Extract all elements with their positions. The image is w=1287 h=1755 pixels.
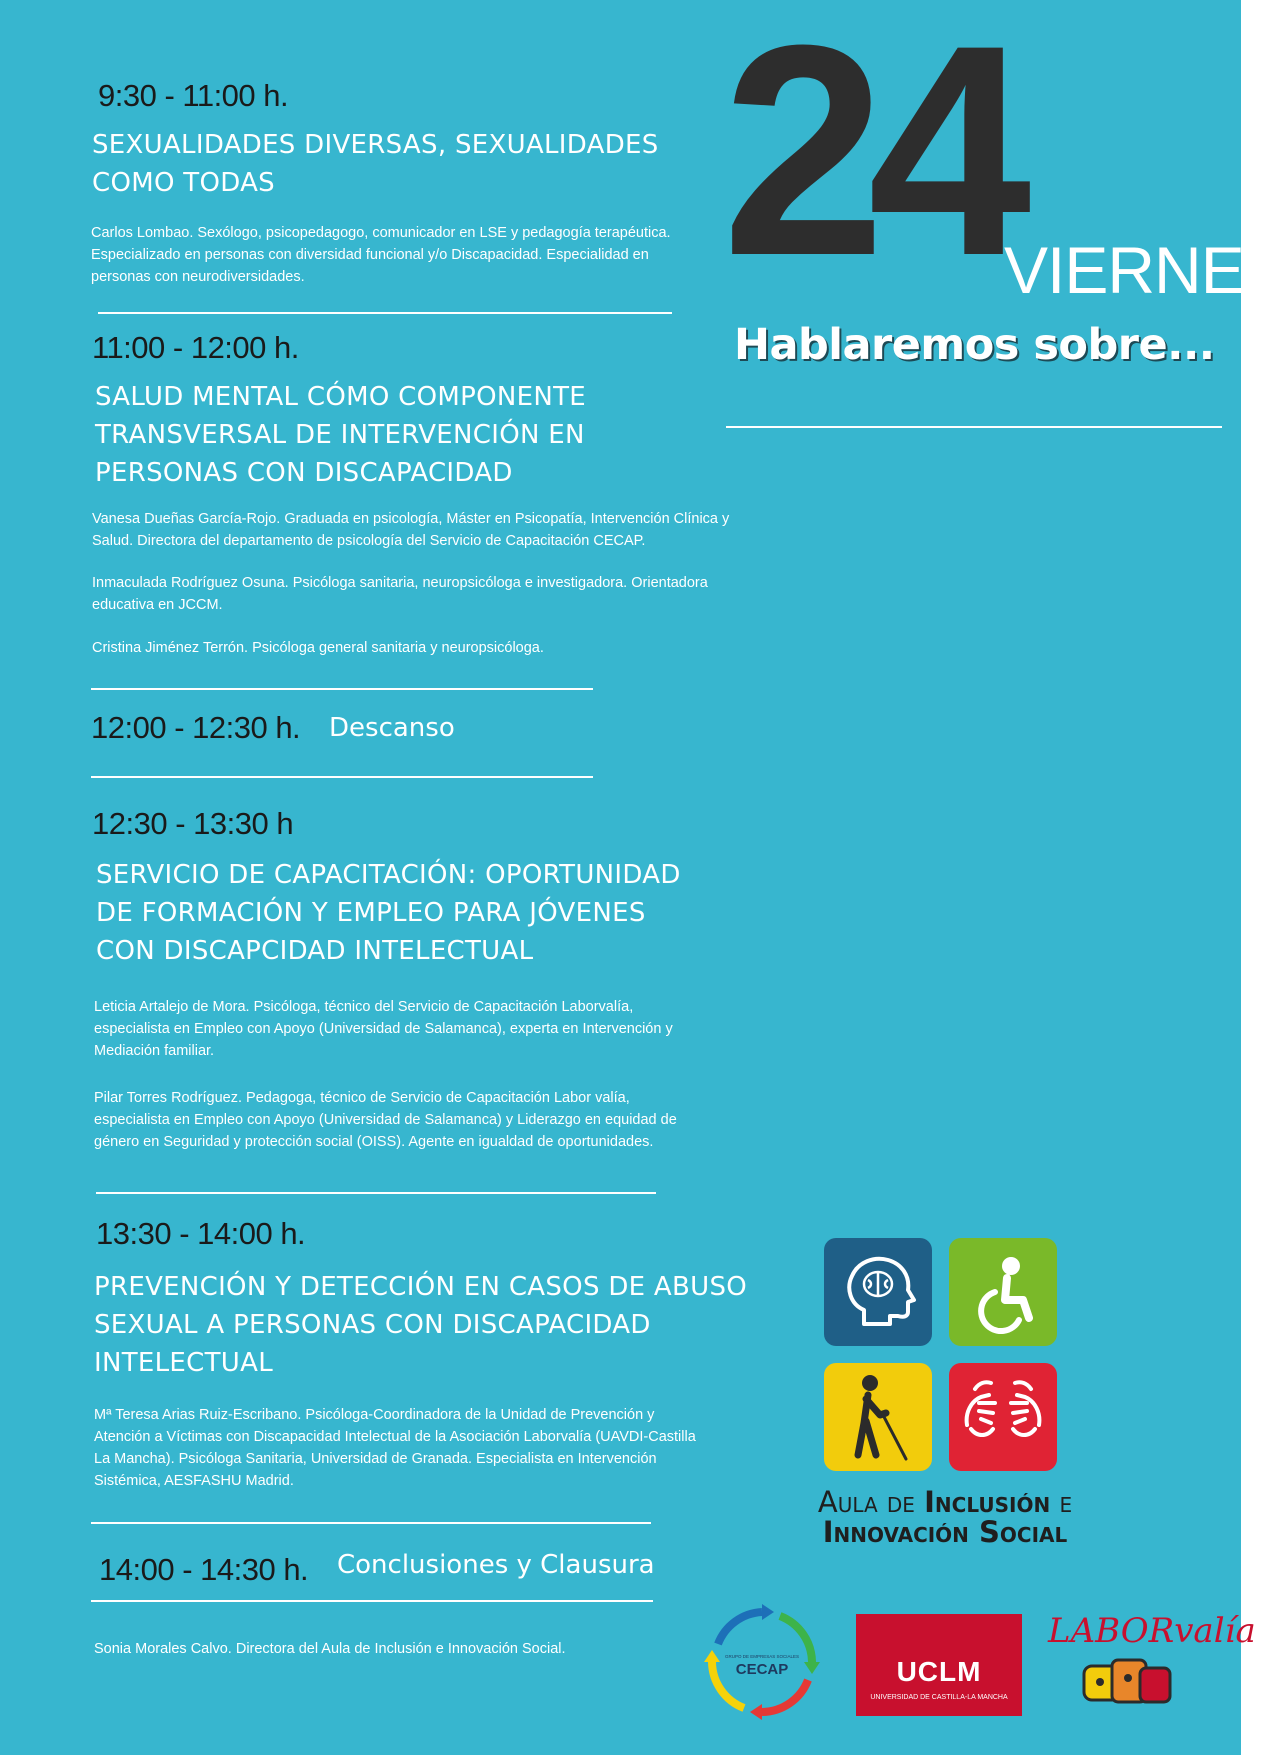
title-line: PERSONAS CON DISCAPACIDAD [95,458,513,488]
blind-person-cane-icon [824,1363,932,1471]
cecap-tagline: GRUPO DE EMPRESAS SOCIALES [724,1654,800,1659]
speaker-bio: Cristina Jiménez Terrón. Psicóloga general sanitaria y neuropsicóloga. [92,640,544,656]
title-line: SERVICIO DE CAPACITACIÓN: OPORTUNIDAD [96,860,681,890]
title-line: SEXUAL A PERSONAS CON DISCAPACIDAD [94,1310,651,1340]
session-divider [96,1192,656,1194]
break-label: Descanso [329,713,455,743]
session-title [92,126,659,202]
speaker-bio: Vanesa Dueñas García-Rojo. Graduada en psicología, Máster en Psicopatía, Intervención Clínica y Salud. Directora del departamento de psicología del Servicio de Capacitación CECAP. [92,511,730,549]
laborvalia-figure-icon [1084,1660,1170,1702]
session-title [95,378,586,492]
session-time: 14:00 - 14:30 h. [99,1552,309,1587]
speaker-bio: Leticia Artalejo de Mora. Psicóloga, técnico del Servicio de Capacitación Laborvalía, especialista en Empleo con Apoyo (Universidad de Salamanca), experta en Intervención y Mediación familiar. [94,999,673,1059]
session-time: 9:30 - 11:00 h. [98,78,289,113]
title-line: COMO TODAS [92,168,275,198]
speaker-bio: Carlos Lombao. Sexólogo, psicopedagogo, comunicador en LSE y pedagogía terapéutica. Especializado en personas con diversidad funcional y/o Discapacidad. Especialidad en personas con neurodiversidades. [91,225,671,285]
closing-label: Conclusiones y Clausura [337,1550,655,1580]
session-time: 12:00 - 12:30 h. [91,710,301,745]
session-divider [98,312,672,314]
cecap-name: CECAP [735,1661,789,1678]
session-divider [91,1522,651,1524]
title-line: SEXUALIDADES DIVERSAS, SEXUALIDADES [92,130,659,160]
laborvalia-logo [1040,1598,1256,1718]
session-title [96,856,681,970]
session-time: 11:00 - 12:00 h. [92,330,299,365]
title-line: DE FORMACIÓN Y EMPLEO PARA JÓVENES [96,898,646,928]
session-divider [91,776,593,778]
title-line: TRANSVERSAL DE INTERVENCIÓN EN [95,420,585,450]
speaker-bio: Inmaculada Rodríguez Osuna. Psicóloga sanitaria, neuropsicóloga e investigadora. Orientadora educativa en JCCM. [92,575,708,613]
title-line: PREVENCIÓN Y DETECCIÓN EN CASOS DE ABUSO [94,1272,748,1302]
wheelchair-icon [949,1238,1057,1346]
title-line: INTELECTUAL [94,1348,273,1378]
brain-head-icon [824,1238,932,1346]
speaker-bio: Mª Teresa Arias Ruiz-Escribano. Psicóloga-Coordinadora de la Unidad de Prevención y Atención a Víctimas con Discapacidad Intelectual de la Asociación Laborvalía (UAVDI-Castilla La Mancha). Psicóloga Sanitaria, Universidad de Granada. Especialista en Intervención Sistémica, AESFASHU Madrid. [94,1407,696,1489]
uclm-name: UCLM [896,1656,982,1687]
subtitle: Hablaremos sobre... [734,320,1215,370]
session-divider [91,1600,653,1602]
session-title [94,1268,747,1382]
day-name: VIERNES [1004,233,1287,307]
speaker-bio: Sonia Morales Calvo. Directora del Aula de Inclusión e Innovación Social. [94,1641,566,1657]
header-divider [726,426,1222,428]
uclm-full-name: UNIVERSIDAD DE CASTILLA-LA MANCHA [870,1694,1008,1701]
cecap-logo [700,1600,824,1724]
day-number: 24 [722,0,1014,318]
aula-logo-text: Aula de Inclusión e Innovación Social [817,1485,1073,1549]
title-line: SALUD MENTAL CÓMO COMPONENTE [95,382,586,412]
session-divider [91,688,593,690]
session-time: 12:30 - 13:30 h [92,806,294,841]
title-line: CON DISCAPCIDAD INTELECTUAL [96,936,534,966]
uclm-logo [856,1614,1022,1716]
session-time: 13:30 - 14:00 h. [96,1216,306,1251]
sign-language-hands-icon [949,1363,1057,1471]
speaker-bio: Pilar Torres Rodríguez. Pedagoga, técnico de Servicio de Capacitación Labor valía, especialista en Empleo con Apoyo (Universidad de Salamanca) y Liderazgo en equidad de género en Seguridad y protección social (OISS). Agente en igualdad de oportunidades. [94,1090,677,1150]
laborvalia-name: LABORvalía [1048,1611,1256,1651]
